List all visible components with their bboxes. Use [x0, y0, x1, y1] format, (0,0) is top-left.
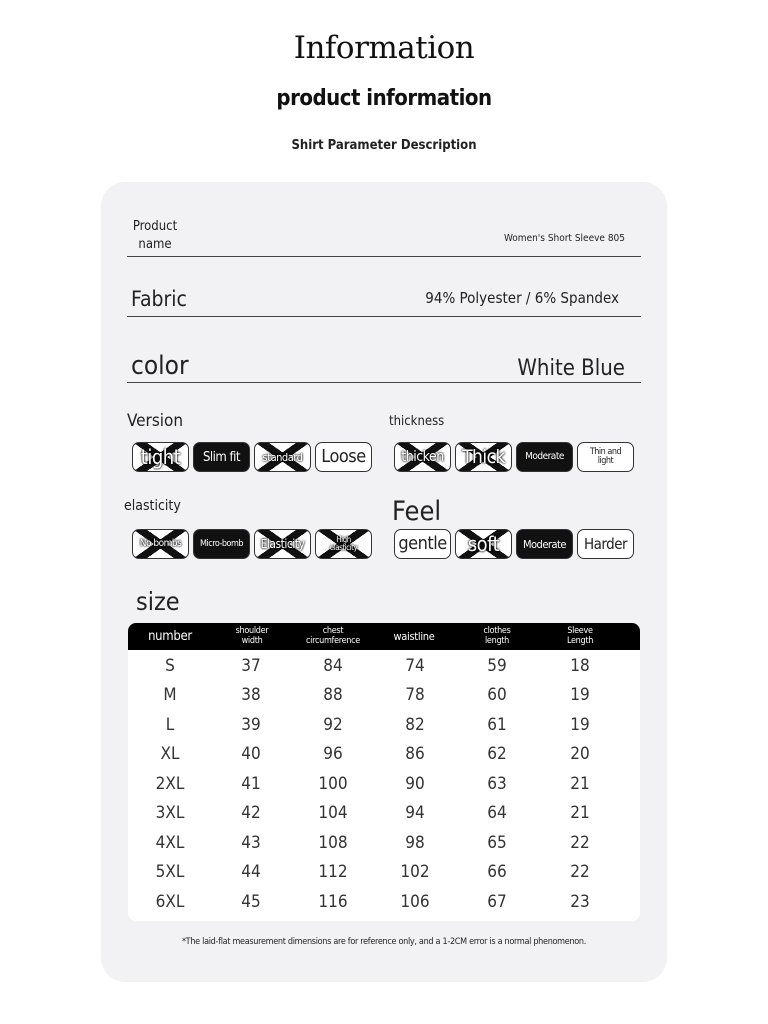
table-cell: 40: [241, 744, 261, 765]
product-name-label: Product name: [132, 219, 178, 252]
table-cell: 22: [570, 862, 590, 883]
column-header-shoulder-width: shoulder width: [235, 626, 269, 646]
feel-option-harder: Harder: [577, 529, 634, 559]
table-cell: 86: [405, 744, 425, 765]
version-option-loose: Loose: [315, 442, 372, 472]
table-cell: 22: [570, 832, 590, 853]
table-row: [128, 740, 640, 770]
table-cell: M: [163, 685, 177, 706]
table-cell: 102: [400, 862, 430, 883]
table-cell: 106: [400, 891, 430, 912]
table-cell: 96: [323, 744, 343, 765]
table-cell: 61: [487, 714, 507, 735]
feel-option-moderate: Moderate: [516, 529, 573, 559]
table-cell: 23: [570, 891, 590, 912]
color-row: [127, 344, 641, 383]
table-row: [128, 887, 640, 917]
table-cell: 78: [405, 685, 425, 706]
fabric-value: 94% Polyester / 6% Spandex: [425, 289, 619, 307]
version-label: Version: [127, 411, 184, 431]
version-option-tight: tight: [132, 442, 189, 472]
table-cell: 5XL: [155, 862, 185, 883]
column-header-clothes-length: clothes length: [483, 626, 511, 646]
table-cell: 92: [323, 714, 343, 735]
table-cell: 44: [241, 862, 261, 883]
table-row: [128, 858, 640, 888]
table-cell: 3XL: [155, 803, 185, 824]
table-cell: 84: [323, 655, 343, 676]
color-label: color: [131, 351, 189, 381]
table-cell: 43: [241, 832, 261, 853]
page-subtitle: product information: [276, 86, 492, 111]
table-cell: 45: [241, 891, 261, 912]
page-caption: Shirt Parameter Description: [291, 138, 477, 153]
thickness-option-moderate: Moderate: [516, 442, 573, 472]
column-header-waistline: waistline: [393, 629, 435, 643]
version-option-slim-fit: Slim fit: [193, 442, 250, 472]
table-cell: 112: [318, 862, 348, 883]
size-table-header: [128, 623, 640, 650]
table-cell: L: [165, 714, 175, 735]
table-row: [128, 769, 640, 799]
table-cell: 42: [241, 803, 261, 824]
page-title: Information: [293, 30, 475, 66]
table-cell: 19: [570, 685, 590, 706]
table-cell: 98: [405, 832, 425, 853]
table-row: [128, 710, 640, 740]
table-cell: 67: [487, 891, 507, 912]
elasticity-option-elasticity: Elasticity: [254, 529, 311, 559]
fabric-label: Fabric: [131, 287, 187, 311]
table-cell: 18: [570, 655, 590, 676]
version-options: [132, 442, 372, 472]
table-row: [128, 651, 640, 681]
column-header-number: number: [148, 628, 192, 644]
fabric-row: [127, 278, 641, 317]
table-row: [128, 828, 640, 858]
table-cell: 39: [241, 714, 261, 735]
feel-option-soft: soft: [455, 529, 512, 559]
elasticity-option-micro-bomb: Micro-bomb: [193, 529, 250, 559]
table-cell: 2XL: [155, 773, 185, 794]
table-cell: 65: [487, 832, 507, 853]
table-cell: 88: [323, 685, 343, 706]
table-cell: XL: [160, 744, 180, 765]
table-cell: 20: [570, 744, 590, 765]
thickness-label: thickness: [389, 414, 445, 429]
thickness-option-thicken: thicken: [394, 442, 451, 472]
feel-option-gentle: gentle: [394, 529, 451, 559]
table-cell: 62: [487, 744, 507, 765]
thickness-options: [394, 442, 634, 472]
column-header-chest-circumference: chest circumference: [306, 626, 360, 646]
table-cell: 21: [570, 773, 590, 794]
table-cell: 64: [487, 803, 507, 824]
size-table: [128, 623, 640, 921]
table-cell: 59: [487, 655, 507, 676]
elasticity-option-high-elasticity: High elasticity: [315, 529, 372, 559]
measurement-footnote: *The laid-flat measurement dimensions are for reference only, and a 1-2CM error is a normal phenomenon.: [181, 937, 587, 947]
thickness-option-thin-and-light: Thin and light: [577, 442, 634, 472]
table-cell: 60: [487, 685, 507, 706]
table-cell: 74: [405, 655, 425, 676]
table-row: [128, 799, 640, 829]
version-option-standard: standard: [254, 442, 311, 472]
product-name-row: [127, 218, 641, 257]
table-cell: 41: [241, 773, 261, 794]
thickness-option-thick: Thick: [455, 442, 512, 472]
table-cell: 104: [318, 803, 348, 824]
table-cell: 108: [318, 832, 348, 853]
parameter-panel: [101, 182, 667, 982]
column-header-sleeve-length: Sleeve Length: [566, 626, 594, 646]
elasticity-option-no-bombs: No bombs: [132, 529, 189, 559]
table-cell: 21: [570, 803, 590, 824]
table-cell: 63: [487, 773, 507, 794]
table-cell: 82: [405, 714, 425, 735]
feel-label: Feel: [392, 496, 442, 527]
table-cell: 4XL: [155, 832, 185, 853]
table-cell: 6XL: [155, 891, 185, 912]
table-cell: 38: [241, 685, 261, 706]
feel-options: [394, 529, 634, 559]
table-row: [128, 681, 640, 711]
table-cell: 66: [487, 862, 507, 883]
color-value: White Blue: [517, 356, 625, 381]
table-cell: S: [165, 655, 175, 676]
table-cell: 116: [318, 891, 348, 912]
table-cell: 90: [405, 773, 425, 794]
table-cell: 94: [405, 803, 425, 824]
elasticity-options: [132, 529, 372, 559]
table-cell: 100: [318, 773, 348, 794]
size-title: size: [136, 587, 180, 616]
table-cell: 37: [241, 655, 261, 676]
table-cell: 19: [570, 714, 590, 735]
elasticity-label: elasticity: [124, 498, 181, 514]
product-name-value: Women's Short Sleeve 805: [503, 233, 625, 244]
